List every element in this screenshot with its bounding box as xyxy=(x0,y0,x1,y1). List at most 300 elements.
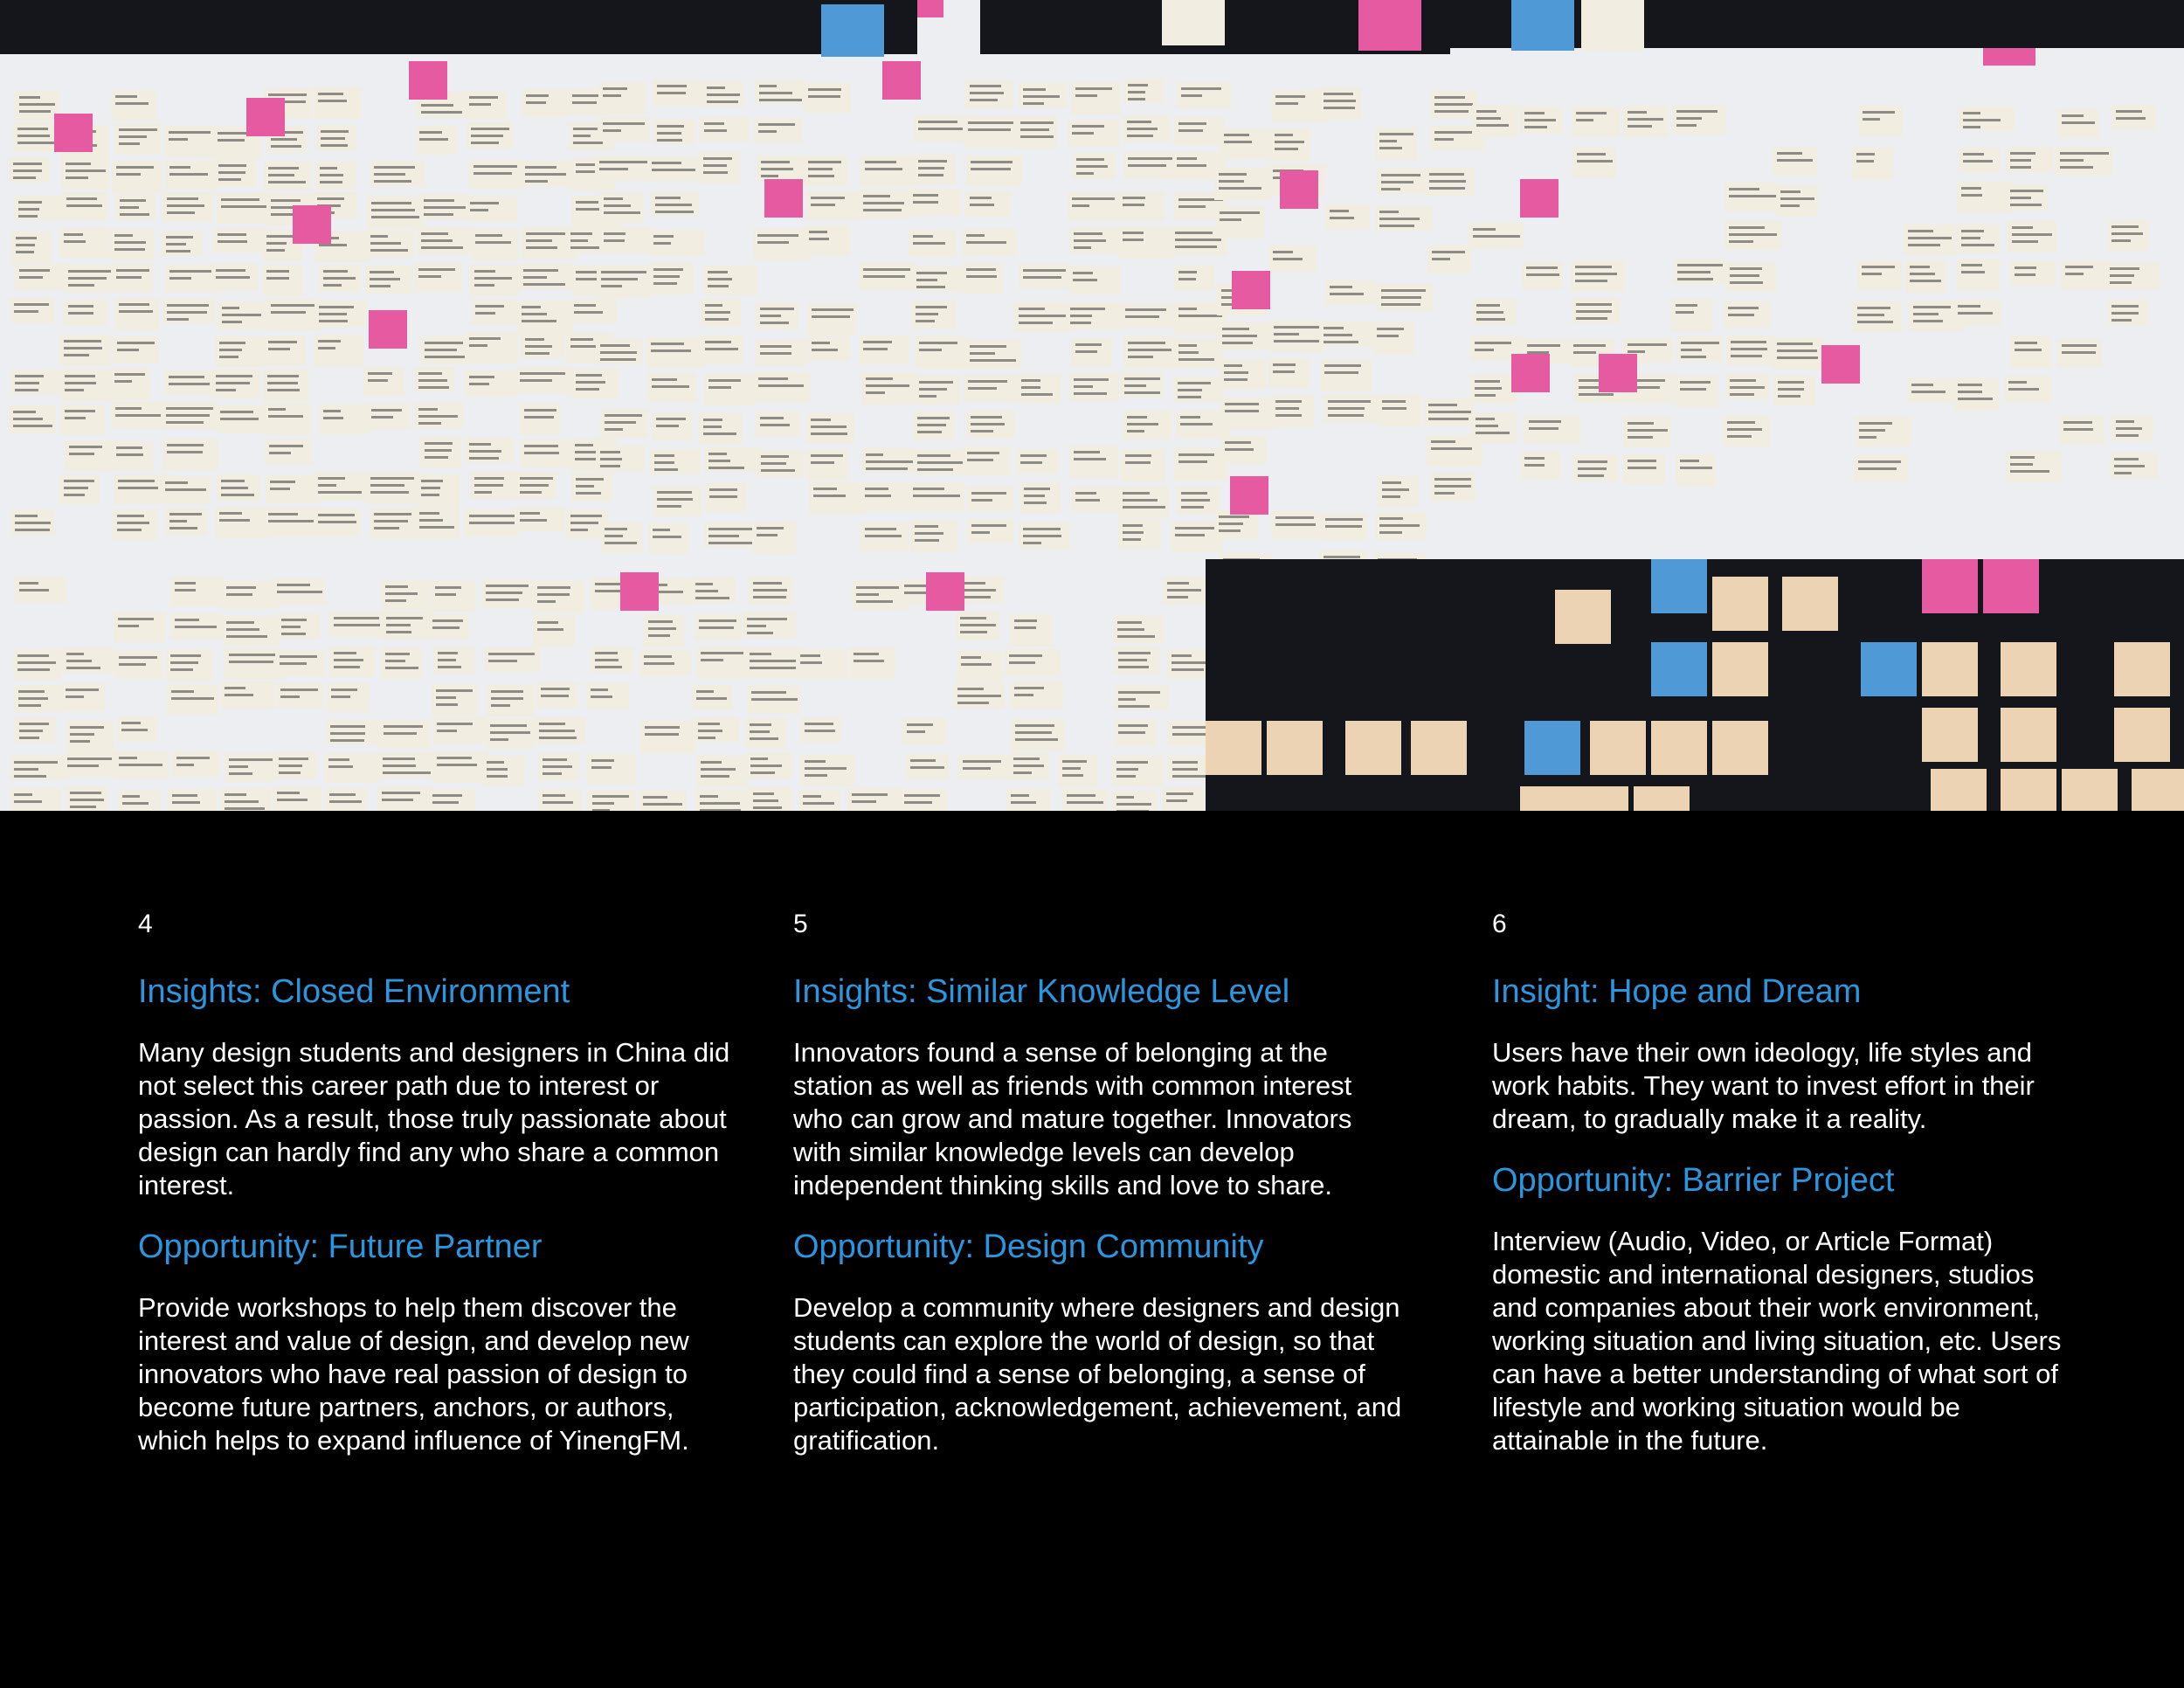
handwriting-scribble xyxy=(18,215,38,218)
sticky-note xyxy=(745,718,786,749)
sticky-note xyxy=(329,612,386,637)
handwriting-scribble xyxy=(708,285,729,287)
insight-text: Many design students and designers in China did not select this career path due to interest or passion. As a result, those truly passionate about design can hardly find any who share a common interest. xyxy=(138,1037,730,1200)
handwriting-scribble xyxy=(750,737,778,740)
handwriting-scribble xyxy=(1857,321,1893,323)
pink-note xyxy=(1358,0,1421,51)
handwriting-scribble xyxy=(657,491,692,494)
sticky-note xyxy=(263,370,308,401)
handwriting-scribble xyxy=(323,284,342,287)
sticky-note xyxy=(1572,107,1620,137)
sticky-note xyxy=(1163,577,1206,605)
handwriting-scribble xyxy=(1222,328,1249,330)
handwriting-scribble xyxy=(1275,134,1293,136)
handwriting-scribble xyxy=(800,661,822,664)
sticky-note xyxy=(1712,721,1768,775)
sticky-note xyxy=(1173,377,1223,402)
sticky-note xyxy=(809,482,862,515)
handwriting-scribble xyxy=(747,625,766,627)
sticky-note xyxy=(465,509,519,536)
column-6 xyxy=(1492,909,2069,1482)
handwriting-scribble xyxy=(114,234,133,237)
handwriting-scribble xyxy=(323,277,356,280)
handwriting-scribble xyxy=(319,320,348,322)
handwriting-scribble xyxy=(1524,464,1545,467)
sticky-note xyxy=(112,441,153,470)
sticky-note xyxy=(64,300,107,326)
sticky-note xyxy=(220,681,274,709)
handwriting-scribble xyxy=(700,795,718,798)
sticky-note xyxy=(1524,721,1580,775)
sticky-note xyxy=(1118,487,1169,518)
handwriting-scribble xyxy=(916,306,947,308)
handwriting-scribble xyxy=(1862,266,1895,268)
handwriting-scribble xyxy=(643,803,682,806)
sticky-note xyxy=(533,581,584,613)
handwriting-scribble xyxy=(1178,315,1222,317)
handwriting-scribble xyxy=(319,306,354,308)
sticky-note xyxy=(691,578,736,603)
handwriting-scribble xyxy=(811,461,834,464)
handwriting-scribble xyxy=(2010,463,2033,466)
handwriting-scribble xyxy=(225,807,265,810)
handwriting-scribble xyxy=(425,449,452,452)
sticky-note xyxy=(1118,226,1173,259)
handwriting-scribble xyxy=(64,487,88,489)
handwriting-scribble xyxy=(490,738,508,741)
pink-category-note xyxy=(926,572,964,611)
handwriting-scribble xyxy=(1013,758,1040,760)
handwriting-scribble xyxy=(418,422,441,425)
sticky-note xyxy=(1861,642,1917,696)
handwriting-scribble xyxy=(418,268,455,271)
sticky-note xyxy=(486,719,535,749)
sticky-note xyxy=(1957,259,2000,291)
sticky-note xyxy=(805,225,850,256)
sticky-note xyxy=(700,117,750,142)
handwriting-scribble xyxy=(655,204,692,206)
handwriting-scribble xyxy=(166,421,204,424)
handwriting-scribble xyxy=(751,691,786,694)
handwriting-scribble xyxy=(961,656,981,659)
handwriting-scribble xyxy=(118,487,158,489)
handwriting-scribble xyxy=(1330,293,1364,295)
handwriting-scribble xyxy=(2062,114,2084,117)
pink-category-note xyxy=(1511,354,1550,392)
handwriting-scribble xyxy=(1128,356,1153,358)
sticky-note xyxy=(756,412,800,436)
handwriting-scribble xyxy=(1128,98,1145,100)
sticky-note xyxy=(597,266,651,298)
handwriting-scribble xyxy=(1175,239,1221,241)
handwriting-scribble xyxy=(2116,117,2146,120)
handwriting-scribble xyxy=(1524,126,1547,128)
sticky-note xyxy=(381,580,430,610)
handwriting-scribble xyxy=(318,521,356,523)
handwriting-scribble xyxy=(277,591,322,593)
sticky-note xyxy=(747,686,801,714)
handwriting-scribble xyxy=(2015,349,2042,351)
sticky-note xyxy=(906,754,949,779)
handwriting-scribble xyxy=(2015,266,2036,269)
sticky-note xyxy=(520,404,560,435)
sticky-note xyxy=(1676,376,1718,407)
handwriting-scribble xyxy=(66,163,91,165)
handwriting-scribble xyxy=(653,529,670,531)
handwriting-scribble xyxy=(648,634,670,637)
handwriting-scribble xyxy=(65,382,96,384)
sticky-note xyxy=(168,789,217,811)
handwriting-scribble xyxy=(520,379,552,382)
handwriting-scribble xyxy=(701,761,722,764)
sticky-note xyxy=(587,754,636,785)
sticky-note xyxy=(1375,512,1427,540)
handwriting-scribble xyxy=(1273,258,1303,260)
sticky-note xyxy=(1267,721,1323,775)
sticky-note xyxy=(1019,522,1070,550)
handwriting-scribble xyxy=(1123,538,1141,541)
sticky-note xyxy=(956,612,999,640)
handwriting-scribble xyxy=(865,161,896,163)
handwriting-scribble xyxy=(425,442,453,445)
insight-text: Users have their own ideology, life styles and work habits. They want to invest effort in their dream, to gradually make it a reality. xyxy=(1492,1037,2035,1134)
handwriting-scribble xyxy=(323,417,343,419)
handwriting-scribble xyxy=(866,460,915,463)
sticky-note xyxy=(114,123,161,155)
handwriting-scribble xyxy=(2010,152,2035,155)
handwriting-scribble xyxy=(115,102,149,105)
handwriting-scribble xyxy=(64,354,89,356)
handwriting-scribble xyxy=(572,101,597,104)
handwriting-scribble xyxy=(469,522,515,524)
handwriting-scribble xyxy=(334,652,356,654)
handwriting-scribble xyxy=(488,653,535,655)
handwriting-scribble xyxy=(1777,349,1817,352)
sticky-note xyxy=(1520,107,1563,134)
handwriting-scribble xyxy=(226,635,267,638)
handwriting-scribble xyxy=(1219,180,1244,183)
sticky-note xyxy=(2001,708,2056,762)
handwriting-scribble xyxy=(2116,434,2139,437)
sticky-note xyxy=(1555,590,1611,644)
handwriting-scribble xyxy=(221,494,254,496)
sticky-note xyxy=(2056,147,2112,176)
sticky-note xyxy=(571,473,612,502)
handwriting-scribble xyxy=(318,347,335,349)
handwriting-scribble xyxy=(961,663,992,666)
sticky-note xyxy=(61,683,105,711)
sticky-note xyxy=(1271,511,1320,539)
handwriting-scribble xyxy=(854,660,884,662)
handwriting-scribble xyxy=(421,487,440,489)
handwriting-scribble xyxy=(592,809,610,811)
handwriting-scribble xyxy=(1275,400,1302,403)
handwriting-scribble xyxy=(1777,356,1818,359)
handwriting-scribble xyxy=(761,469,795,472)
handwriting-scribble xyxy=(166,407,213,410)
sticky-note xyxy=(10,756,66,780)
sticky-note xyxy=(379,720,431,749)
handwriting-scribble xyxy=(574,304,596,307)
handwriting-scribble xyxy=(1863,111,1895,114)
handwriting-scribble xyxy=(1910,266,1930,268)
handwriting-scribble xyxy=(1676,110,1717,113)
sticky-note xyxy=(172,751,219,777)
handwriting-scribble xyxy=(119,128,157,131)
handwriting-scribble xyxy=(653,242,671,245)
handwriting-scribble xyxy=(271,145,301,148)
handwriting-scribble xyxy=(760,424,790,426)
handwriting-scribble xyxy=(970,197,992,199)
sticky-note xyxy=(859,190,910,218)
sticky-note xyxy=(64,265,116,293)
sticky-note xyxy=(414,403,464,428)
handwriting-scribble xyxy=(19,589,49,591)
handwriting-scribble xyxy=(175,619,199,621)
handwriting-scribble xyxy=(1628,350,1645,353)
sticky-note xyxy=(745,647,801,678)
handwriting-scribble xyxy=(526,232,565,235)
handwriting-scribble xyxy=(970,204,994,206)
handwriting-scribble xyxy=(320,167,337,169)
handwriting-scribble xyxy=(600,358,636,361)
handwriting-scribble xyxy=(1431,447,1472,450)
handwriting-scribble xyxy=(757,527,784,529)
handwriting-scribble xyxy=(382,792,420,794)
handwriting-scribble xyxy=(421,111,462,114)
handwriting-scribble xyxy=(1178,122,1206,125)
handwriting-scribble xyxy=(918,128,963,130)
handwriting-scribble xyxy=(370,235,388,238)
handwriting-scribble xyxy=(812,349,838,351)
handwriting-scribble xyxy=(1432,251,1465,253)
handwriting-scribble xyxy=(1379,133,1413,135)
handwriting-scribble xyxy=(1076,172,1094,175)
handwriting-scribble xyxy=(916,279,937,281)
handwriting-scribble xyxy=(601,285,622,287)
handwriting-scribble xyxy=(811,419,831,421)
handwriting-scribble xyxy=(1128,84,1148,86)
handwriting-scribble xyxy=(1178,382,1211,384)
sticky-note xyxy=(1069,446,1118,478)
sticky-note xyxy=(911,301,956,329)
handwriting-scribble xyxy=(1379,524,1420,527)
handwriting-scribble xyxy=(19,737,39,739)
handwriting-scribble xyxy=(268,93,307,96)
handwriting-scribble xyxy=(708,467,744,469)
handwriting-scribble xyxy=(753,792,774,795)
handwriting-scribble xyxy=(1911,384,1933,386)
sticky-note xyxy=(807,336,850,361)
handwriting-scribble xyxy=(1178,396,1201,398)
handwriting-scribble xyxy=(169,173,208,176)
handwriting-scribble xyxy=(812,308,854,311)
handwriting-scribble xyxy=(491,690,523,693)
sticky-note xyxy=(1725,262,1776,292)
handwriting-scribble xyxy=(370,477,414,480)
handwriting-scribble xyxy=(917,454,950,457)
handwriting-scribble xyxy=(1330,210,1349,212)
handwriting-scribble xyxy=(520,512,540,515)
sticky-note xyxy=(162,192,213,222)
sticky-note xyxy=(1959,148,2001,173)
handwriting-scribble xyxy=(970,85,1001,87)
handwriting-scribble xyxy=(1526,273,1559,276)
handwriting-scribble xyxy=(917,468,953,471)
sticky-note xyxy=(701,299,741,327)
handwriting-scribble xyxy=(1730,281,1763,284)
handwriting-scribble xyxy=(318,340,341,342)
handwriting-scribble xyxy=(808,168,833,170)
sticky-note xyxy=(1672,105,1725,135)
sticky-note xyxy=(1905,260,1947,293)
handwriting-scribble xyxy=(66,197,97,200)
handwriting-scribble xyxy=(374,173,405,176)
handwriting-scribble xyxy=(268,174,294,176)
handwriting-scribble xyxy=(1382,495,1400,498)
handwriting-scribble xyxy=(1074,239,1106,242)
handwriting-scribble xyxy=(19,269,50,272)
handwriting-scribble xyxy=(66,169,106,172)
sticky-note xyxy=(696,756,749,787)
handwriting-scribble xyxy=(654,461,674,464)
sticky-note xyxy=(652,412,693,440)
sticky-note xyxy=(471,300,520,325)
handwriting-scribble xyxy=(1858,460,1901,463)
note xyxy=(1162,0,1225,45)
handwriting-scribble xyxy=(701,775,729,778)
handwriting-scribble xyxy=(863,341,892,343)
handwriting-scribble xyxy=(1020,121,1054,124)
handwriting-scribble xyxy=(486,591,522,594)
handwriting-scribble xyxy=(525,338,544,341)
handwriting-scribble xyxy=(169,520,187,522)
handwriting-scribble xyxy=(1526,266,1558,269)
sticky-note xyxy=(798,790,840,811)
sticky-note xyxy=(596,446,645,472)
sticky-note xyxy=(112,264,153,293)
handwriting-scribble xyxy=(169,166,190,169)
sticky-note xyxy=(217,474,260,502)
handwriting-scribble xyxy=(758,123,795,126)
handwriting-scribble xyxy=(970,359,1016,362)
handwriting-scribble xyxy=(916,272,947,274)
sticky-note xyxy=(533,616,575,647)
handwriting-scribble xyxy=(1324,93,1353,95)
handwriting-scribble xyxy=(812,342,830,344)
handwriting-scribble xyxy=(652,378,677,381)
handwriting-scribble xyxy=(595,652,618,654)
handwriting-scribble xyxy=(600,344,630,347)
handwriting-scribble xyxy=(866,391,885,394)
handwriting-scribble xyxy=(119,764,162,766)
sticky-note xyxy=(110,368,150,400)
handwriting-scribble xyxy=(1328,400,1371,403)
handwriting-scribble xyxy=(1475,349,1494,351)
handwriting-scribble xyxy=(2065,273,2084,275)
handwriting-scribble xyxy=(1575,266,1612,268)
handwriting-scribble xyxy=(1075,94,1097,97)
sticky-note xyxy=(9,157,50,183)
sticky-note xyxy=(653,120,695,144)
handwriting-scribble xyxy=(1024,502,1047,504)
sticky-note xyxy=(382,612,433,640)
handwriting-scribble xyxy=(1014,626,1036,629)
sticky-note xyxy=(63,752,116,777)
handwriting-scribble xyxy=(386,631,411,633)
handwriting-scribble xyxy=(1958,312,1993,315)
handwriting-scribble xyxy=(1911,391,1946,393)
handwriting-scribble xyxy=(570,529,588,531)
handwriting-scribble xyxy=(64,347,102,349)
handwriting-scribble xyxy=(281,619,307,621)
handwriting-scribble xyxy=(708,453,727,455)
handwriting-scribble xyxy=(1178,271,1197,273)
handwriting-scribble xyxy=(655,211,694,213)
sticky-note xyxy=(644,615,684,647)
handwriting-scribble xyxy=(1166,799,1187,802)
sticky-note xyxy=(596,339,642,364)
sticky-note xyxy=(1220,128,1276,159)
handwriting-scribble xyxy=(219,519,250,522)
handwriting-scribble xyxy=(758,384,804,387)
handwriting-scribble xyxy=(469,344,487,347)
handwriting-scribble xyxy=(1575,273,1617,275)
handwriting-scribble xyxy=(280,695,300,698)
handwriting-scribble xyxy=(1529,427,1559,430)
handwriting-scribble xyxy=(537,621,558,624)
sticky-note xyxy=(1375,205,1432,231)
handwriting-scribble xyxy=(1573,351,1596,354)
handwriting-scribble xyxy=(1476,124,1509,127)
handwriting-scribble xyxy=(576,201,598,204)
handwriting-scribble xyxy=(522,306,541,308)
handwriting-scribble xyxy=(812,315,850,318)
handwriting-scribble xyxy=(1123,239,1144,241)
handwriting-scribble xyxy=(221,198,259,201)
handwriting-scribble xyxy=(469,457,499,460)
sticky-note xyxy=(1773,337,1823,370)
handwriting-scribble xyxy=(1222,342,1253,344)
handwriting-scribble xyxy=(13,169,42,172)
handwriting-scribble xyxy=(654,454,674,457)
handwriting-scribble xyxy=(115,414,161,417)
sticky-note xyxy=(1017,374,1061,404)
handwriting-scribble xyxy=(1777,159,1813,162)
sticky-note xyxy=(1424,398,1475,425)
handwriting-scribble xyxy=(750,660,798,662)
sticky-note xyxy=(1651,559,1707,613)
handwriting-scribble xyxy=(570,345,598,348)
sticky-note xyxy=(1174,117,1225,145)
handwriting-scribble xyxy=(229,654,275,656)
handwriting-scribble xyxy=(330,732,365,735)
handwriting-scribble xyxy=(1123,531,1144,534)
handwriting-scribble xyxy=(1676,117,1702,120)
handwriting-scribble xyxy=(1275,141,1304,143)
handwriting-scribble xyxy=(1075,343,1102,346)
sticky-note xyxy=(1268,246,1317,272)
handwriting-scribble xyxy=(1178,344,1197,347)
handwriting-scribble xyxy=(64,240,86,243)
handwriting-scribble xyxy=(753,582,782,585)
handwriting-scribble xyxy=(2111,312,2139,315)
handwriting-scribble xyxy=(811,197,845,199)
handwriting-scribble xyxy=(1067,801,1103,804)
handwriting-scribble xyxy=(1023,528,1061,530)
handwriting-scribble xyxy=(1963,119,2001,121)
insight-title: Insights: Similar Knowledge Level xyxy=(793,973,1290,1010)
